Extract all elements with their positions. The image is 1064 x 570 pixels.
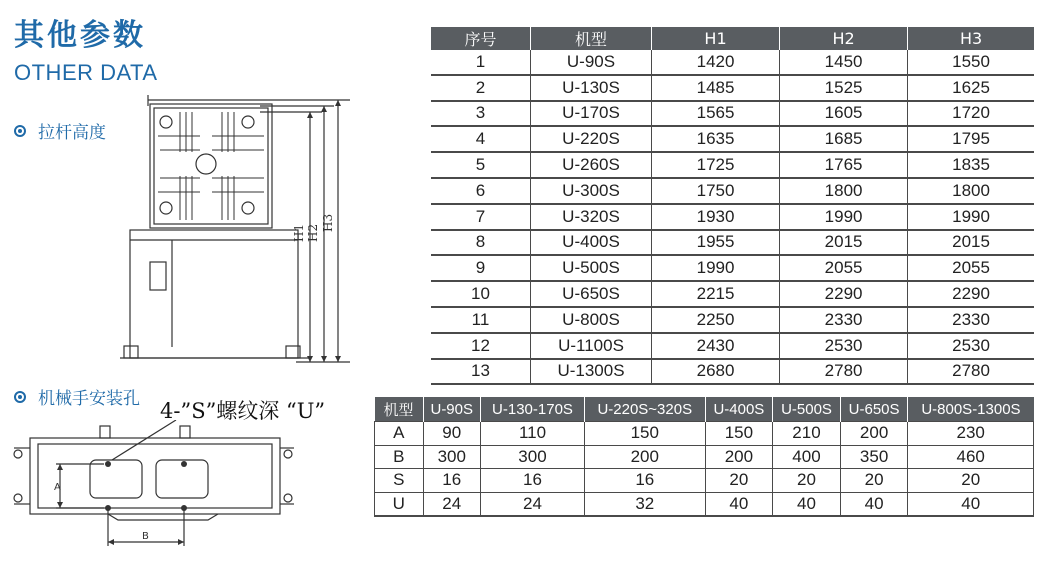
table-cell: A [375,422,424,446]
table-row [431,75,1034,101]
section-bullet-icon [14,125,26,137]
table-cell: 1605 [780,101,908,127]
col-header: U-500S [773,397,841,422]
thread-annotation: 4-”S”螺纹深 “U” [160,399,326,423]
table-cell: 1800 [908,178,1034,204]
table-cell: 2530 [908,333,1034,359]
col-header: U-130-170S [481,397,585,422]
table-cell: 2015 [780,230,908,256]
dim-label-h3: H3 [321,213,335,232]
table-cell: 6 [431,178,531,204]
table-cell: 2055 [780,255,908,281]
col-header-index: 序号 [431,27,531,50]
table-row [431,333,1034,359]
tie-bar-height-diagram [110,92,370,372]
table-cell: 7 [431,204,531,230]
table-cell: 350 [840,445,908,469]
table-cell: U-320S [531,204,652,230]
mounting-hole-table [374,397,1034,517]
section-robot-mount-holes [14,384,140,409]
table-cell: 32 [584,492,705,516]
table-row [431,50,1034,75]
table-row [431,281,1034,307]
table-cell: 20 [705,469,773,493]
table-cell: 1420 [652,50,780,75]
table-cell: 2 [431,75,531,101]
dim-label-h1: H1 [292,223,306,242]
table-row [431,101,1034,127]
col-header-h1: H1 [652,27,780,50]
table-cell: 12 [431,333,531,359]
table-cell: 1685 [780,126,908,152]
table-cell: 300 [423,445,481,469]
table-cell: 2680 [652,359,780,385]
table-cell: 2780 [780,359,908,385]
table-cell: U [375,492,424,516]
table-cell: 13 [431,359,531,385]
table-row [431,255,1034,281]
table-cell: 1750 [652,178,780,204]
table-cell: 2015 [908,230,1034,256]
table-cell: 8 [431,230,531,256]
table-cell: 1625 [908,75,1034,101]
table-row [375,445,1034,469]
table-cell: 400 [773,445,841,469]
col-header: U-650S [840,397,908,422]
table-cell: 1635 [652,126,780,152]
table-cell: 1725 [652,152,780,178]
table-row [375,492,1034,516]
table-cell: 40 [908,492,1034,516]
table-cell: 2330 [780,307,908,333]
dim-label-h2: H2 [306,223,320,242]
table-cell: U-130S [531,75,652,101]
table-cell: U-650S [531,281,652,307]
table-cell: 2330 [908,307,1034,333]
table-row [431,230,1034,256]
table-cell: 20 [773,469,841,493]
table-cell: 1800 [780,178,908,204]
table-cell: 1990 [652,255,780,281]
table-cell: 10 [431,281,531,307]
table-cell: U-300S [531,178,652,204]
table-cell: 2250 [652,307,780,333]
table-cell: 200 [840,422,908,446]
table-cell: 90 [423,422,481,446]
col-header-h3: H3 [908,27,1034,50]
table-cell: 16 [423,469,481,493]
dim-label-a: A [54,482,61,493]
table-cell: 2780 [908,359,1034,385]
table-cell: S [375,469,424,493]
table-cell: U-1100S [531,333,652,359]
col-header: U-220S~320S [584,397,705,422]
section-bullet-icon [14,391,26,403]
table-cell: 5 [431,152,531,178]
page-title-en: OTHER DATA [14,60,158,85]
page-title-cn: 其他参数 [14,18,146,53]
table-cell: U-170S [531,101,652,127]
mounting-holes-diagram [8,420,298,555]
tie-bar-height-table [431,27,1034,385]
table-cell: U-1300S [531,359,652,385]
table-row [431,178,1034,204]
table-cell: 210 [773,422,841,446]
table-cell: 24 [423,492,481,516]
table-cell: B [375,445,424,469]
table-cell: 40 [705,492,773,516]
table-cell: 110 [481,422,585,446]
table-cell: 1795 [908,126,1034,152]
table-cell: 200 [584,445,705,469]
section-label: 机械手安装孔 [38,389,140,409]
table-cell: 150 [584,422,705,446]
table-cell: 1565 [652,101,780,127]
table-row [431,204,1034,230]
table-cell: 1550 [908,50,1034,75]
table-row [375,422,1034,446]
table-cell: U-260S [531,152,652,178]
table-cell: 300 [481,445,585,469]
table-cell: 16 [584,469,705,493]
col-header: U-90S [423,397,481,422]
table-cell: 2055 [908,255,1034,281]
table-cell: 1990 [908,204,1034,230]
table-cell: 2430 [652,333,780,359]
table-cell: 4 [431,126,531,152]
table-cell: 2530 [780,333,908,359]
col-header: U-800S-1300S [908,397,1034,422]
table-cell: U-800S [531,307,652,333]
table-row [375,469,1034,493]
table-header-row [375,397,1034,422]
section-tie-bar-height [14,118,106,143]
table-cell: 150 [705,422,773,446]
table-cell: 11 [431,307,531,333]
table-cell: 1955 [652,230,780,256]
dim-label-b: B [142,531,149,542]
table-header-row [431,27,1034,50]
col-header-model: 机型 [375,397,424,422]
table-cell: 1835 [908,152,1034,178]
table-cell: 1450 [780,50,908,75]
table-cell: U-90S [531,50,652,75]
col-header-model: 机型 [531,27,652,50]
table-cell: 2215 [652,281,780,307]
table-cell: 1765 [780,152,908,178]
table-cell: 1930 [652,204,780,230]
table-cell: 40 [773,492,841,516]
table-row [431,359,1034,385]
table-cell: U-400S [531,230,652,256]
table-cell: 1 [431,50,531,75]
table-row [431,152,1034,178]
table-cell: 20 [908,469,1034,493]
table-cell: 9 [431,255,531,281]
table-cell: 1525 [780,75,908,101]
table-cell: 40 [840,492,908,516]
col-header-h2: H2 [780,27,908,50]
table-cell: 20 [840,469,908,493]
table-cell: 1990 [780,204,908,230]
table-row [431,126,1034,152]
table-cell: 2290 [908,281,1034,307]
table-cell: 16 [481,469,585,493]
table-cell: 2290 [780,281,908,307]
col-header: U-400S [705,397,773,422]
table-cell: U-500S [531,255,652,281]
table-cell: 200 [705,445,773,469]
table-cell: 230 [908,422,1034,446]
table-cell: 460 [908,445,1034,469]
table-cell: 1485 [652,75,780,101]
table-cell: 3 [431,101,531,127]
table-row [431,307,1034,333]
table-cell: U-220S [531,126,652,152]
table-cell: 1720 [908,101,1034,127]
table-cell: 24 [481,492,585,516]
section-label: 拉杆高度 [38,123,106,143]
